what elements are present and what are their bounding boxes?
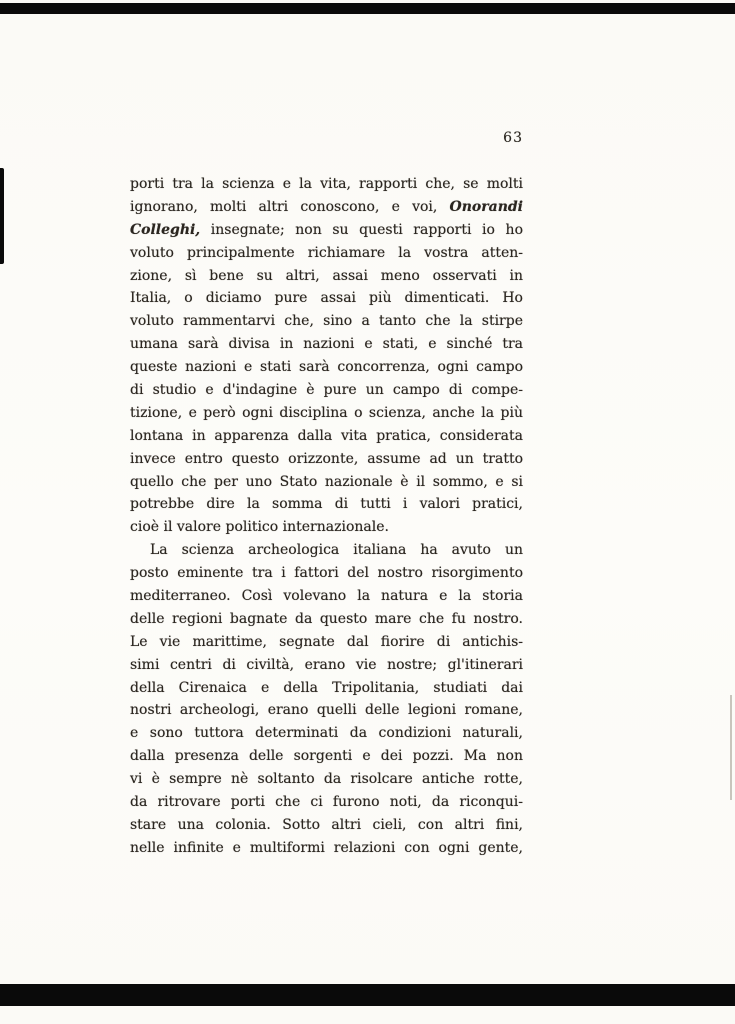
page-number: 63 xyxy=(503,130,523,146)
text-line: invece entro questo orizzonte, assume ad un tratto xyxy=(130,450,523,467)
text-line: zione, sì bene su altri, assai meno osservati in xyxy=(130,267,523,284)
text-line: umana sarà divisa in nazioni e stati, e sinché tra xyxy=(130,336,523,353)
text-segment: insegnate; non su questi rapporti io ho xyxy=(200,221,523,238)
text-segment-italic: Onorandi xyxy=(449,198,523,215)
text-line: simi centri di civiltà, erano vie nostre; gl'itinerari xyxy=(130,656,523,673)
text-line: stare una colonia. Sotto altri cieli, con altri fini, xyxy=(130,816,523,833)
text-line: dalla presenza delle sorgenti e dei pozzi. Ma non xyxy=(130,748,523,765)
text-line: quello che per uno Stato nazionale è il sommo, e si xyxy=(130,473,523,490)
text-line: voluto principalmente richiamare la vostra atten- xyxy=(130,244,523,261)
text-line: potrebbe dire la somma di tutti i valori pratici, xyxy=(130,496,523,513)
left-edge-binding-mark xyxy=(0,168,4,264)
text-line: vi è sempre nè soltanto da risolcare antiche rotte, xyxy=(130,771,523,788)
text-line: e sono tuttora determinati da condizioni naturali, xyxy=(130,725,523,742)
bottom-scan-edge-bar xyxy=(0,984,735,1006)
text-line: nostri archeologi, erano quelli delle legioni romane, xyxy=(130,702,523,719)
text-segment-italic: Colleghi, xyxy=(130,221,201,238)
top-scan-edge-bar xyxy=(0,3,735,14)
text-line: queste nazioni e stati sarà concorrenza, ogni campo xyxy=(130,359,523,376)
text-line xyxy=(130,219,523,242)
text-line: Le vie marittime, segnate dal fiorire di antichis- xyxy=(130,633,523,650)
text-block xyxy=(130,173,523,860)
text-line: da ritrovare porti che ci furono noti, da riconqui- xyxy=(130,794,523,811)
text-segment: ignorano, molti altri conoscono, e voi, xyxy=(130,198,450,215)
text-line: La scienza archeologica italiana ha avuto un xyxy=(150,542,523,559)
text-line: tizione, e però ogni disciplina o scienza, anche la più xyxy=(130,404,523,421)
text-line: posto eminente tra i fattori del nostro risorgimento xyxy=(130,565,523,582)
text-line: lontana in apparenza dalla vita pratica, considerata xyxy=(130,427,523,444)
text-line: delle regioni bagnate da questo mare che fu nostro. xyxy=(130,610,523,627)
text-line: mediterraneo. Così volevano la natura e la storia xyxy=(130,588,523,605)
text-line: nelle infinite e multiformi relazioni con ogni gente, xyxy=(130,839,523,856)
text-line: cioè il valore politico internazionale. xyxy=(130,519,389,536)
paragraph-2 xyxy=(130,539,523,859)
text-line: di studio e d'indagine è pure un campo di compe- xyxy=(130,382,523,399)
paragraph-1 xyxy=(130,173,523,539)
text-line: Italia, o diciamo pure assai più dimenticati. Ho xyxy=(130,290,523,307)
text-line: voluto rammentarvi che, sino a tanto che la stirpe xyxy=(130,313,523,330)
text-line: porti tra la scienza e la vita, rapporti che, se molti xyxy=(130,176,523,192)
right-edge-scan-artifact xyxy=(730,695,732,800)
text-line xyxy=(130,196,523,219)
text-line: della Cirenaica e della Tripolitania, studiati dai xyxy=(130,679,523,696)
